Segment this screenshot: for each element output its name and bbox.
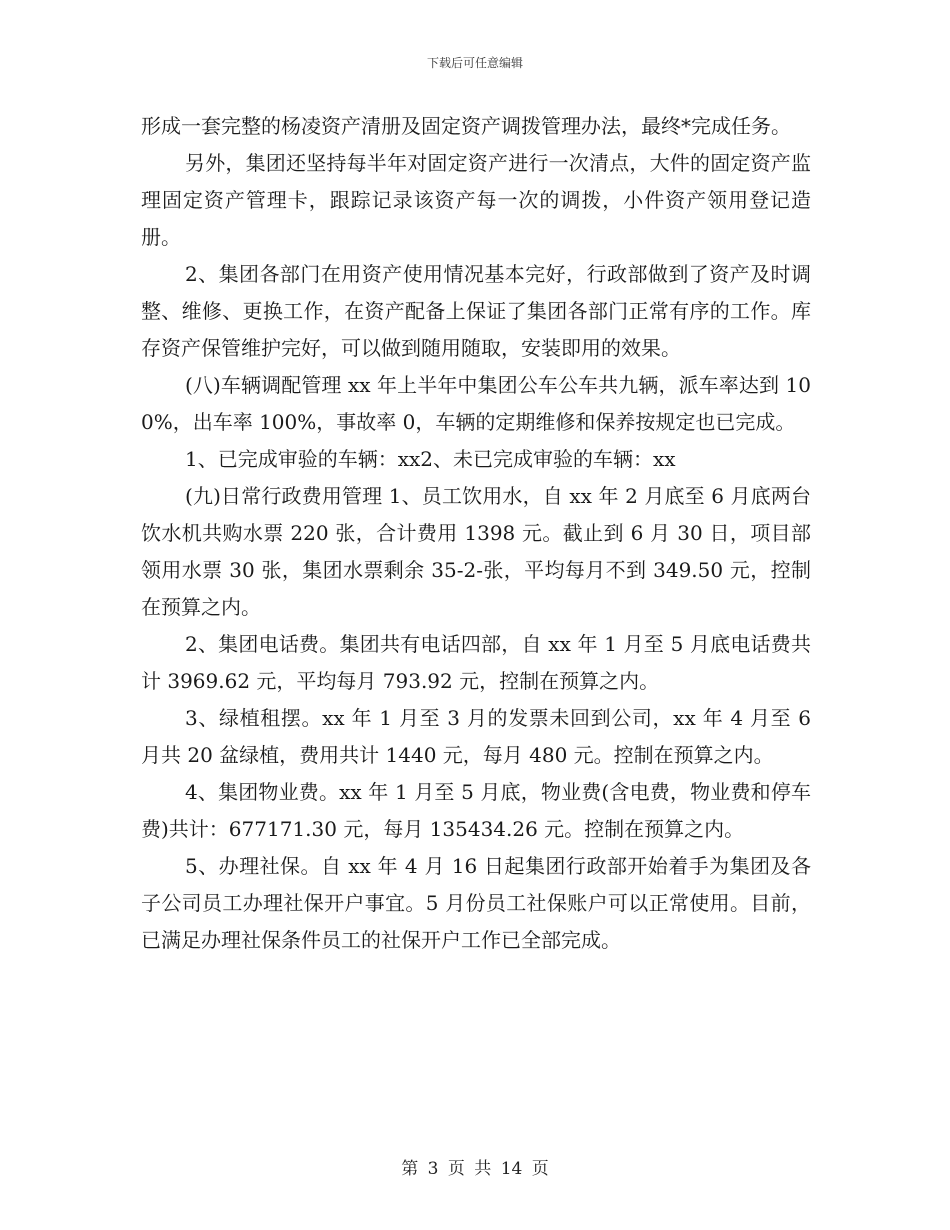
paragraph-7: 2、集团电话费。集团共有电话四部，自 xx 年 1 月至 5 月底电话费共计 3969.62 元，平均每月 793.92 元，控制在预算之内。 [141,632,811,693]
paragraph-9: 4、集团物业费。xx 年 1 月至 5 月底，物业费(含电费，物业费和停车费)共计：677171.30 元，每月 135434.26 元。控制在预算之内。 [141,780,811,841]
page-number-footer: 第 3 页 共 14 页 [401,1159,549,1179]
paragraph-4: (八)车辆调配管理 xx 年上半年中集团公车公车共九辆，派车率达到 100%，出车率 100%，事故率 0，车辆的定期维修和保养按规定也已完成。 [141,373,811,434]
paragraph-8: 3、绿植租摆。xx 年 1 月至 3 月的发票未回到公司，xx 年 4 月至 6 月共 20 盆绿植，费用共计 1440 元，每月 480 元。控制在预算之内。 [141,706,811,767]
paragraph-5: 1、已完成审验的车辆：xx2、未已完成审验的车辆：xx [185,447,676,471]
page-header-note: 下载后可任意编辑 [426,56,523,70]
paragraph-2: 另外，集团还坚持每半年对固定资产进行一次清点，大件的固定资产监理固定资产管理卡，跟踪记录该资产每一次的调拨，小件资产领用登记造册。 [141,151,811,249]
document-body [141,108,811,959]
paragraph-1: 形成一套完整的杨凌资产清册及固定资产调拨管理办法，最终*完成任务。 [141,114,791,138]
paragraph-10: 5、办理社保。自 xx 年 4 月 16 日起集团行政部开始着手为集团及各子公司员工办理社保开户事宜。5 月份员工社保账户可以正常使用。目前，已满足办理社保条件员工的社保开户工作已全部完成。 [141,854,811,952]
paragraph-6: (九)日常行政费用管理 1、员工饮用水，自 xx 年 2 月底至 6 月底两台饮水机共购水票 220 张，合计费用 1398 元。截止到 6 月 30 日，项目部领用水票 30 张，集团水票剩余 35-2-张，平均每月不到 349.50 元，控制在预算之内。 [141,484,811,619]
paragraph-3: 2、集团各部门在用资产使用情况基本完好，行政部做到了资产及时调整、维修、更换工作，在资产配备上保证了集团各部门正常有序的工作。库存资产保管维护完好，可以做到随用随取，安装即用的效果。 [141,262,811,360]
